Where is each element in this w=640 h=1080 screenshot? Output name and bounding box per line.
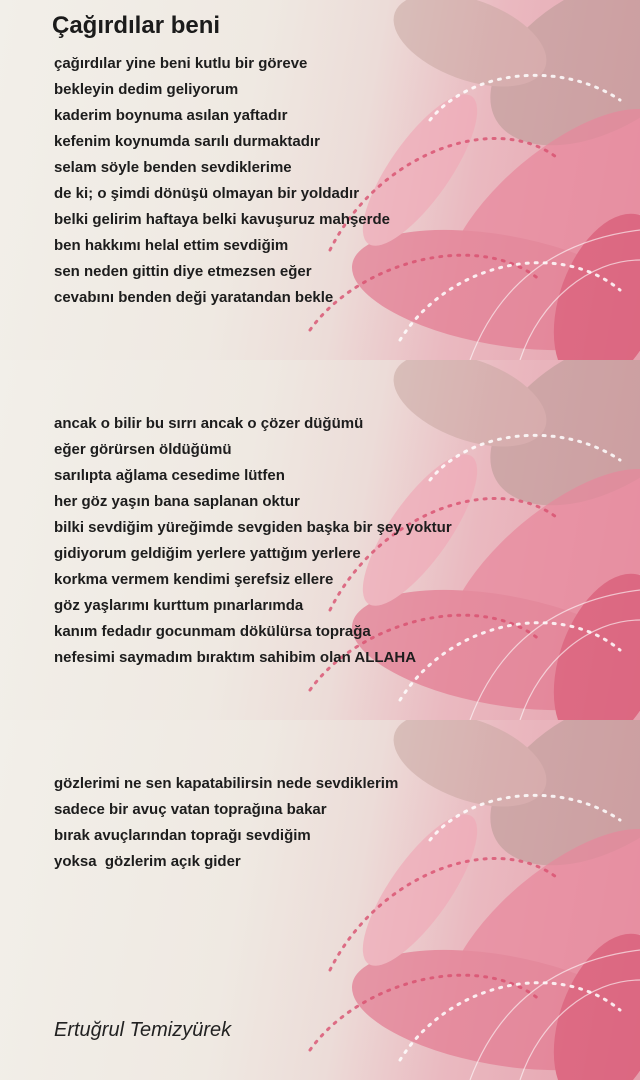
poem-line: kefenim koynumda sarılı durmaktadır xyxy=(54,133,320,150)
poem-author: Ertuğrul Temizyürek xyxy=(54,1019,232,1041)
poem-line: bırak avuçlarından toprağı sevdiğim xyxy=(54,827,311,844)
poem-stanza-2 xyxy=(54,411,452,671)
poem-line: nefesimi saymadım bıraktım sahibim olan ALLAHA xyxy=(54,649,417,666)
poem-line: bilki sevdiğim yüreğimde sevgiden başka bir şey yoktur xyxy=(54,519,452,536)
poem-line: sarılıpta ağlama cesedime lütfen xyxy=(54,467,285,484)
poem-line: yoksa gözlerim açık gider xyxy=(54,853,241,870)
poem-line: gözlerimi ne sen kapatabilirsin nede sevdiklerim xyxy=(54,775,399,792)
poem-title: Çağırdılar beni xyxy=(52,12,221,39)
poem-line: bekleyin dedim geliyorum xyxy=(54,81,239,98)
poem-line: cevabını benden deği yaratandan bekle xyxy=(54,289,334,306)
poem-line: belki gelirim haftaya belki kavuşuruz mahşerde xyxy=(54,211,390,228)
poem-stanza-1 xyxy=(54,51,390,311)
poem-stanza-3 xyxy=(54,771,398,875)
poem-line: göz yaşlarımı kurttum pınarlarımda xyxy=(54,597,304,614)
poem-line: gidiyorum geldiğim yerlere yattığım yerlere xyxy=(54,545,361,562)
poem-line: kanım fedadır gocunmam dökülürsa toprağa xyxy=(54,623,371,640)
poem-line: korkma vermem kendimi şerefsiz ellere xyxy=(54,571,334,588)
poem-line: de ki; o şimdi dönüşü olmayan bir yoldadır xyxy=(54,185,360,202)
poem-line: sadece bir avuç vatan toprağına bakar xyxy=(54,801,327,818)
poem-line: her göz yaşın bana saplanan oktur xyxy=(54,493,300,510)
poem-line: sen neden gittin diye etmezsen eğer xyxy=(54,263,312,280)
poem-line: selam söyle benden sevdiklerime xyxy=(54,159,292,176)
poem-line: ben hakkımı helal ettim sevdiğim xyxy=(54,237,289,254)
poem-line: çağırdılar yine beni kutlu bir göreve xyxy=(54,55,308,72)
poem-line: eğer görürsen öldüğümü xyxy=(54,441,232,458)
poem-line: kaderim boynuma asılan yaftadır xyxy=(54,107,288,124)
poem-line: ancak o bilir bu sırrı ancak o çözer düğümü xyxy=(54,415,364,432)
